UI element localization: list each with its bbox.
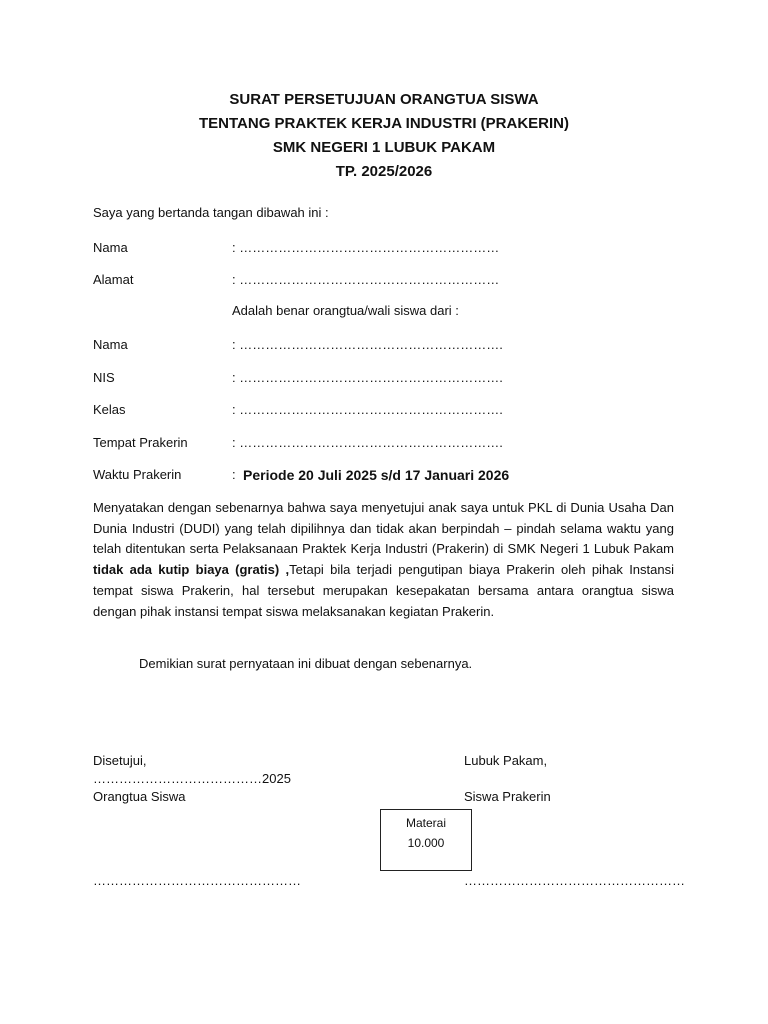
- letter-title: [0, 88, 768, 184]
- statement-part-2: Tetapi bila terjadi pengutipan biaya Prakerin oleh pihak Instansi tempat siswa Prakerin, hal tersebut merupakan kesepakatan bersama antara orangtua siswa dengan pihak instansi tempat siswa melaksanakan kegiatan Prakerin.: [93, 562, 674, 619]
- approval-date: …………………………………2025: [93, 771, 291, 786]
- parent-name-label: Nama: [93, 240, 128, 255]
- internship-period-label: Waktu Prakerin: [93, 467, 182, 482]
- student-class-label: Kelas: [93, 402, 126, 417]
- parent-signature-line: …………………………………………: [93, 873, 301, 888]
- internship-place-label: Tempat Prakerin: [93, 435, 188, 450]
- spacer: [464, 770, 551, 788]
- stamp-label: Materai: [405, 816, 446, 830]
- internship-place-field: : …………………………………………………….: [232, 435, 503, 450]
- student-role-label: Siswa Prakerin: [464, 789, 551, 804]
- parent-address-label: Alamat: [93, 272, 134, 287]
- student-name-field: : …………………………………………………….: [232, 337, 503, 352]
- student-class-field: : …………………………………………………….: [232, 402, 503, 417]
- stamp-amount: 10.000: [407, 836, 445, 850]
- student-intro-text: Adalah benar orangtua/wali siswa dari :: [232, 303, 459, 318]
- closing-text: Demikian surat pernyataan ini dibuat dengan sebenarnya.: [139, 656, 473, 671]
- intro-text: Saya yang bertanda tangan dibawah ini :: [93, 205, 329, 220]
- student-nis-field: : …………………………………………………….: [232, 370, 503, 385]
- approved-label: Disetujui,: [93, 753, 147, 768]
- student-signature-line: ……………………………………………: [464, 873, 685, 888]
- place-date-label: Lubuk Pakam,: [464, 753, 548, 768]
- student-signature-block: [464, 752, 551, 806]
- statement-part-1: Menyatakan dengan sebenarnya bahwa saya menyetujui anak saya untuk PKL di Dunia Usaha Dan Dunia Industri (DUDI) yang telah dipilihnya dan tidak akan berpindah – pindah selama waktu yang telah ditentukan serta Pelaksanaan Praktek Kerja Industri (Prakerin) di SMK Negeri 1 Lubuk Pakam: [93, 500, 674, 557]
- statement-paragraph: [93, 498, 674, 622]
- internship-period-colon: :: [232, 467, 236, 482]
- stamp-duty-box: [380, 809, 472, 871]
- title-line-1: SURAT PERSETUJUAN ORANGTUA SISWA: [229, 91, 539, 108]
- parent-role-label: Orangtua Siswa: [93, 789, 186, 804]
- parent-address-field: : ……………………………………………………: [232, 272, 500, 287]
- student-name-label: Nama: [93, 337, 128, 352]
- parent-signature-block: [93, 752, 291, 806]
- internship-period-value: Periode 20 Juli 2025 s/d 17 Januari 2026: [243, 467, 510, 483]
- student-nis-label: NIS: [93, 370, 115, 385]
- title-line-4: TP. 2025/2026: [335, 163, 433, 180]
- title-line-2: TENTANG PRAKTEK KERJA INDUSTRI (PRAKERIN): [198, 115, 569, 132]
- title-line-3: SMK NEGERI 1 LUBUK PAKAM: [272, 139, 496, 156]
- parent-name-field: : ……………………………………………………: [232, 240, 500, 255]
- statement-bold-free: tidak ada kutip biaya (gratis) ,: [93, 562, 290, 578]
